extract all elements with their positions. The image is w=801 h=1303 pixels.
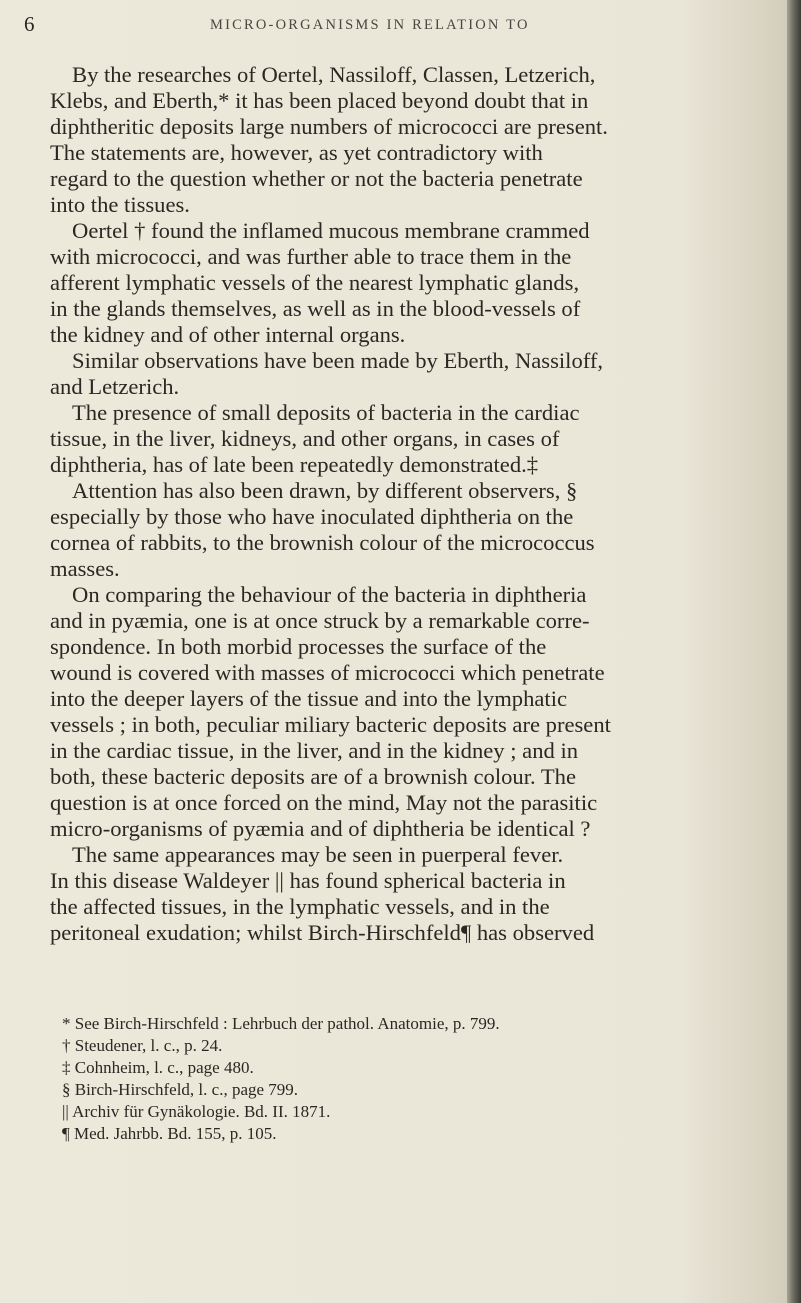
page-header — [0, 12, 801, 36]
body-line: in the glands themselves, as well as in the blood-vessels of — [50, 296, 581, 321]
page-edge-shadow — [787, 0, 801, 1303]
footnote: † Steudener, l. c., p. 24. — [62, 1036, 223, 1055]
body-line: On comparing the behaviour of the bacteria in diphtheria — [72, 582, 587, 607]
body-line: into the tissues. — [50, 192, 190, 217]
body-line: The statements are, however, as yet contradictory with — [50, 140, 543, 165]
body-line: tissue, in the liver, kidneys, and other organs, in cases of — [50, 426, 560, 451]
footnote: § Birch-Hirschfeld, l. c., page 799. — [62, 1080, 299, 1099]
body-line: micro-organisms of pyæmia and of diphtheria be identical ? — [50, 816, 591, 841]
body-line: the affected tissues, in the lymphatic vessels, and in the — [50, 894, 550, 919]
body-line: masses. — [50, 556, 120, 581]
body-line: wound is covered with masses of micrococci which penetrate — [50, 660, 605, 685]
body-line: in the cardiac tissue, in the liver, and in the kidney ; and in — [50, 738, 579, 763]
footnote: ¶ Med. Jahrbb. Bd. 155, p. 105. — [62, 1124, 277, 1143]
footnote: || Archiv für Gynäkologie. Bd. II. 1871. — [62, 1102, 331, 1121]
body-line: especially by those who have inoculated diphtheria on the — [50, 504, 574, 529]
body-line: Oertel † found the inflamed mucous membrane crammed — [72, 218, 590, 243]
body-line: and in pyæmia, one is at once struck by a remarkable corre- — [50, 608, 590, 633]
body-line: vessels ; in both, peculiar miliary bacteric deposits are present — [50, 712, 611, 737]
body-line: the kidney and of other internal organs. — [50, 322, 406, 347]
body-line: with micrococci, and was further able to trace them in the — [50, 244, 572, 269]
body-line: Similar observations have been made by Eberth, Nassiloff, — [72, 348, 604, 373]
body-line: both, these bacteric deposits are of a brownish colour. The — [50, 764, 576, 789]
body-line: By the researches of Oertel, Nassiloff, Classen, Letzerich, — [72, 62, 596, 87]
body-line: regard to the question whether or not the bacteria penetrate — [50, 166, 583, 191]
page-number: 6 — [24, 12, 35, 36]
body-line: The same appearances may be seen in puerperal fever. — [72, 842, 564, 867]
body-line: into the deeper layers of the tissue and into the lymphatic — [50, 686, 567, 711]
body-line: spondence. In both morbid processes the surface of the — [50, 634, 547, 659]
body-line: In this disease Waldeyer || has found spherical bacteria in — [50, 868, 566, 893]
footnote: ‡ Cohnheim, l. c., page 480. — [62, 1058, 254, 1077]
body-line: Klebs, and Eberth,* it has been placed beyond doubt that in — [50, 88, 589, 113]
running-head: MICRO-ORGANISMS IN RELATION TO — [210, 17, 530, 33]
body-line: question is at once forced on the mind, May not the parasitic — [50, 790, 598, 815]
body-line: afferent lymphatic vessels of the nearest lymphatic glands, — [50, 270, 580, 295]
footnote: * See Birch-Hirschfeld : Lehrbuch der pathol. Anatomie, p. 799. — [62, 1014, 500, 1033]
body-line: The presence of small deposits of bacteria in the cardiac — [72, 400, 580, 425]
body-line: cornea of rabbits, to the brownish colour of the micrococcus — [50, 530, 595, 555]
body-line: and Letzerich. — [50, 374, 180, 399]
body-line: diphtheria, has of late been repeatedly demonstrated.‡ — [50, 452, 539, 477]
body-line: Attention has also been drawn, by different observers, § — [72, 478, 578, 503]
body-line: peritoneal exudation; whilst Birch-Hirschfeld¶ has observed — [50, 920, 595, 945]
body-line: diphtheritic deposits large numbers of micrococci are present. — [50, 114, 608, 139]
